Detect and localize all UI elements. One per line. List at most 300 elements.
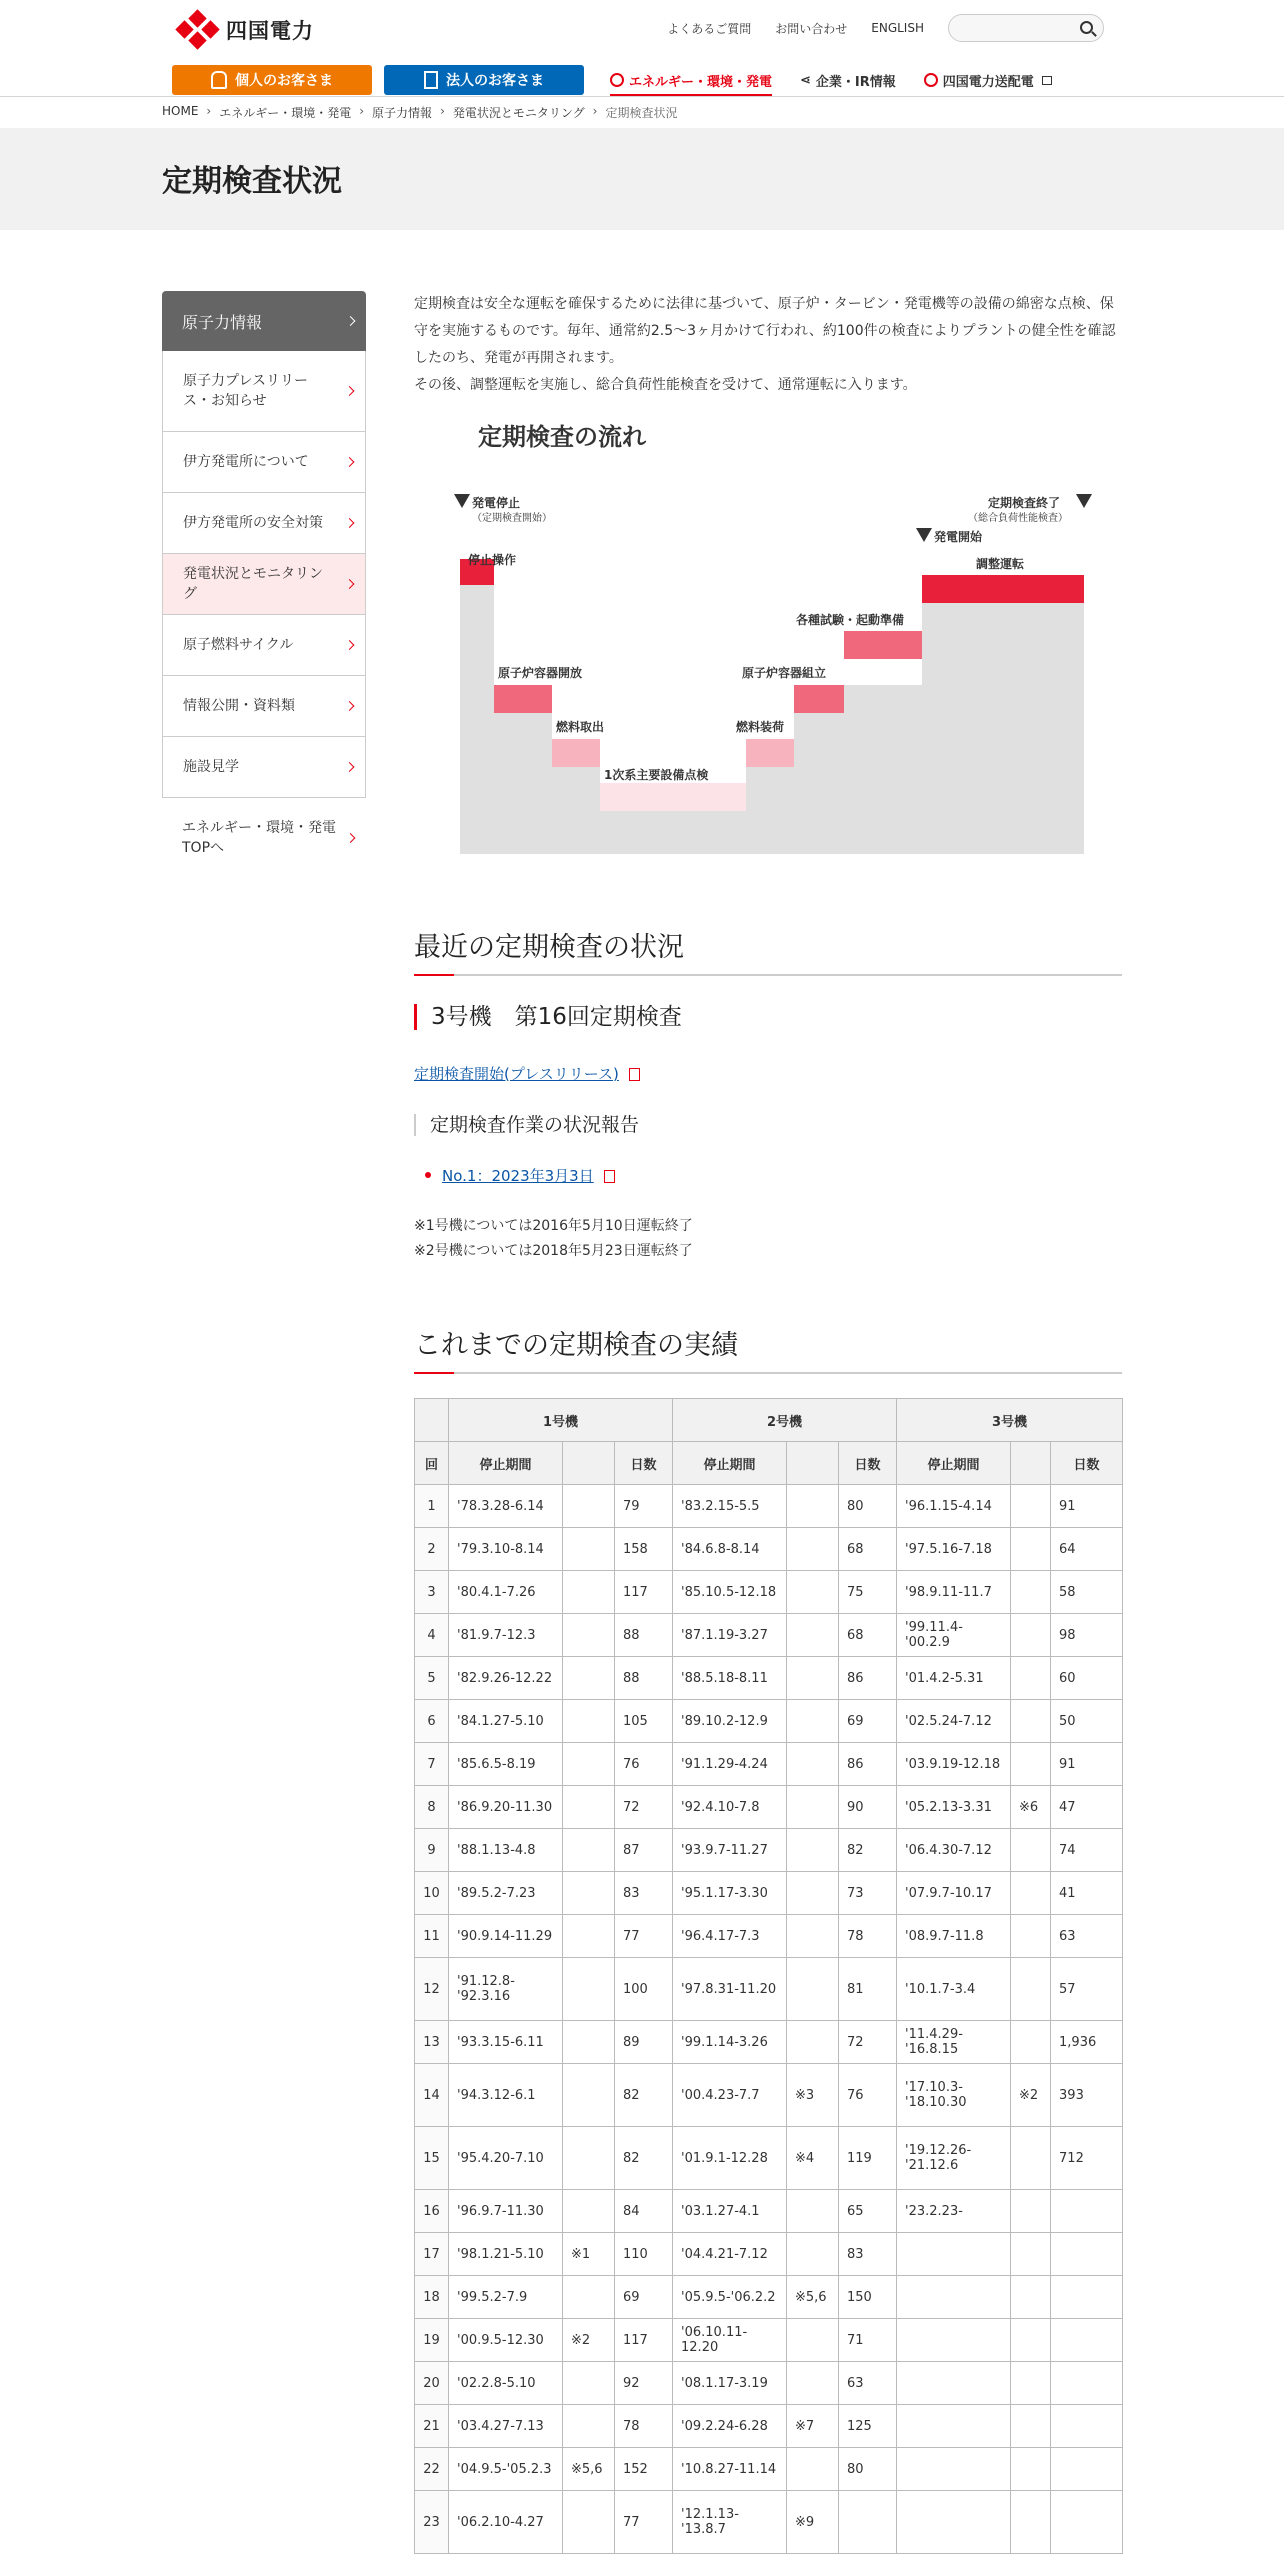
table-cell: '81.9.7-12.3 xyxy=(449,1614,563,1657)
table-cell xyxy=(1011,1614,1051,1657)
table-cell xyxy=(787,1958,839,2021)
table-cell: '98.1.21-5.10 xyxy=(449,2233,563,2276)
chevron-right-icon xyxy=(345,762,355,772)
table-cell xyxy=(897,2448,1011,2491)
logo-mark-icon xyxy=(178,12,218,48)
table-cell: '12.1.13-'13.8.7 xyxy=(673,2491,787,2554)
pdf-icon xyxy=(604,1170,615,1183)
table-cell: ※1 xyxy=(563,2233,615,2276)
table-cell xyxy=(563,2491,615,2554)
nav-personal-label: 個人のお客さま xyxy=(235,73,333,89)
table-cell: '88.5.18-8.11 xyxy=(673,1657,787,1700)
table-cell xyxy=(787,2448,839,2491)
table-cell: '85.10.5-12.18 xyxy=(673,1571,787,1614)
table-cell: '92.4.10-7.8 xyxy=(673,1786,787,1829)
table-cell: '02.2.8-5.10 xyxy=(449,2362,563,2405)
table-cell: 92 xyxy=(615,2362,673,2405)
inspection-flow-diagram xyxy=(460,494,1090,854)
sidebar-item-label: 原子燃料サイクル xyxy=(183,637,294,653)
table-cell xyxy=(1011,2021,1051,2064)
chevron-right-icon xyxy=(345,701,355,711)
sidebar-nav xyxy=(162,291,366,878)
table-body xyxy=(415,1485,1123,2554)
table-row xyxy=(415,1571,1123,1614)
table-cell xyxy=(563,2276,615,2319)
table-cell: 88 xyxy=(615,1614,673,1657)
contact-link[interactable]: お問い合わせ xyxy=(775,21,848,36)
flow-label-end-sub: （総合負荷性能検査） xyxy=(968,513,1068,524)
table-cell xyxy=(1011,2276,1051,2319)
table-cell xyxy=(1051,2491,1123,2554)
sidebar-item-label: 原子力プレスリリース・お知らせ xyxy=(183,373,309,409)
table-cell xyxy=(1011,2190,1051,2233)
table-cell xyxy=(787,1872,839,1915)
table-cell: 2 xyxy=(415,1528,449,1571)
table-cell: 76 xyxy=(839,2064,897,2127)
table-cell: 82 xyxy=(839,1829,897,1872)
table-cell: '91.1.29-4.24 xyxy=(673,1743,787,1786)
table-cell xyxy=(563,1614,615,1657)
arrow-down-icon xyxy=(916,528,932,542)
table-cell: 74 xyxy=(1051,1829,1123,1872)
flow-label-end: 定期検査終了 xyxy=(988,496,1061,510)
table-cell xyxy=(787,1829,839,1872)
table-cell xyxy=(1011,2233,1051,2276)
col-period-header: 停止期間 xyxy=(897,1442,1011,1485)
table-cell: 69 xyxy=(615,2276,673,2319)
breadcrumb-monitoring[interactable]: 発電状況とモニタリング xyxy=(452,106,585,120)
table-row xyxy=(415,2127,1123,2190)
table-cell: ※9 xyxy=(787,2491,839,2554)
nav-corporate-label: 法人のお客さま xyxy=(446,73,544,89)
person-icon xyxy=(211,71,227,89)
table-cell: 63 xyxy=(1051,1915,1123,1958)
table-cell: '96.4.17-7.3 xyxy=(673,1915,787,1958)
table-cell: 86 xyxy=(839,1657,897,1700)
table-cell xyxy=(563,2362,615,2405)
table-cell: 91 xyxy=(1051,1485,1123,1528)
table-cell xyxy=(563,1571,615,1614)
chevron-right-icon xyxy=(345,579,355,589)
table-cell xyxy=(563,1829,615,1872)
table-cell: '03.9.19-12.18 xyxy=(897,1743,1011,1786)
table-cell: 90 xyxy=(839,1786,897,1829)
faq-link[interactable]: よくあるご質問 xyxy=(667,21,752,36)
table-cell: 71 xyxy=(839,2319,897,2362)
table-header-row xyxy=(415,1399,1123,1442)
table-cell: '80.4.1-7.26 xyxy=(449,1571,563,1614)
flow-step-label: 停止操作 xyxy=(468,553,517,567)
table-cell xyxy=(787,2362,839,2405)
table-cell: 9 xyxy=(415,1829,449,1872)
history-heading: これまでの定期検査の実績 xyxy=(414,1330,738,1361)
brand-logo[interactable] xyxy=(178,12,314,48)
table-cell: '95.1.17-3.30 xyxy=(673,1872,787,1915)
table-cell: 10 xyxy=(415,1872,449,1915)
table-cell: 58 xyxy=(1051,1571,1123,1614)
page-hero xyxy=(0,128,1284,230)
table-cell: '09.2.24-6.28 xyxy=(673,2405,787,2448)
table-cell: 12 xyxy=(415,1958,449,2021)
table-cell: '06.4.30-7.12 xyxy=(897,1829,1011,1872)
table-cell: '84.6.8-8.14 xyxy=(673,1528,787,1571)
sidebar-item-safety[interactable] xyxy=(162,493,366,554)
breadcrumb-home[interactable]: HOME xyxy=(162,104,199,118)
table-cell: 68 xyxy=(839,1528,897,1571)
table-cell: '84.1.27-5.10 xyxy=(449,1700,563,1743)
table-cell: '91.12.8-'92.3.16 xyxy=(449,1958,563,2021)
table-cell: 100 xyxy=(615,1958,673,2021)
table-cell: 18 xyxy=(415,2276,449,2319)
press-release-link[interactable] xyxy=(414,1063,640,1084)
table-cell: ※5,6 xyxy=(787,2276,839,2319)
sidebar-item-label: 伊方発電所について xyxy=(183,454,309,470)
table-cell xyxy=(563,2064,615,2127)
table-cell xyxy=(787,1571,839,1614)
col-days-header: 日数 xyxy=(615,1442,673,1485)
table-cell xyxy=(787,2190,839,2233)
table-cell: 76 xyxy=(615,1743,673,1786)
search-icon[interactable] xyxy=(1080,21,1093,34)
table-cell: 83 xyxy=(615,1872,673,1915)
sidebar-item-ikata[interactable] xyxy=(162,432,366,493)
chevron-right-icon xyxy=(346,316,356,326)
table-cell: 82 xyxy=(615,2064,673,2127)
inspection-history-table xyxy=(414,1398,1123,2554)
grid-icon xyxy=(924,73,938,87)
table-row xyxy=(415,2448,1123,2491)
nav-grid-link[interactable] xyxy=(910,65,1066,95)
table-cell xyxy=(1011,2405,1051,2448)
table-row xyxy=(415,1528,1123,1571)
table-cell: '08.1.17-3.19 xyxy=(673,2362,787,2405)
table-cell xyxy=(897,2491,1011,2554)
table-cell: 88 xyxy=(615,1657,673,1700)
table-cell xyxy=(1011,1958,1051,2021)
table-cell: 78 xyxy=(615,2405,673,2448)
table-cell xyxy=(1011,2127,1051,2190)
flow-step-bar xyxy=(600,783,746,811)
table-row xyxy=(415,2190,1123,2233)
table-cell: 8 xyxy=(415,1786,449,1829)
sidebar-item-energy-top[interactable] xyxy=(162,798,366,878)
table-cell xyxy=(1051,2276,1123,2319)
site-header xyxy=(0,0,1284,97)
table-cell xyxy=(787,1657,839,1700)
col-note-header xyxy=(563,1442,615,1485)
table-cell xyxy=(563,1657,615,1700)
table-cell: 91 xyxy=(1051,1743,1123,1786)
table-cell: 152 xyxy=(615,2448,673,2491)
breadcrumb-nuclear[interactable]: 原子力情報 xyxy=(372,106,433,120)
table-cell xyxy=(1051,2233,1123,2276)
table-cell: 6 xyxy=(415,1700,449,1743)
table-row xyxy=(415,2491,1123,2554)
table-cell: 20 xyxy=(415,2362,449,2405)
table-cell xyxy=(1011,1571,1051,1614)
table-cell xyxy=(563,2021,615,2064)
table-cell: 14 xyxy=(415,2064,449,2127)
breadcrumb-energy[interactable]: エネルギー・環境・発電 xyxy=(219,106,352,120)
table-cell: '88.1.13-4.8 xyxy=(449,1829,563,1872)
table-row xyxy=(415,2233,1123,2276)
table-cell: 712 xyxy=(1051,2127,1123,2190)
table-cell: '99.1.14-3.26 xyxy=(673,2021,787,2064)
table-cell xyxy=(1011,1700,1051,1743)
chevron-right-icon xyxy=(346,833,356,843)
table-cell xyxy=(563,1743,615,1786)
sidebar-item-press[interactable] xyxy=(162,351,366,432)
table-cell: '93.9.7-11.27 xyxy=(673,1829,787,1872)
arrow-down-icon xyxy=(1076,494,1092,508)
table-cell: '90.9.14-11.29 xyxy=(449,1915,563,1958)
table-cell: 158 xyxy=(615,1528,673,1571)
energy-icon xyxy=(610,73,624,87)
table-cell xyxy=(1011,2448,1051,2491)
table-row xyxy=(415,1614,1123,1657)
table-cell: 79 xyxy=(615,1485,673,1528)
section-divider xyxy=(414,974,1122,976)
table-cell: '82.9.26-12.22 xyxy=(449,1657,563,1700)
table-cell: 82 xyxy=(615,2127,673,2190)
sidebar-item-label: 施設見学 xyxy=(183,759,239,775)
table-cell: 72 xyxy=(839,2021,897,2064)
table-cell xyxy=(563,2405,615,2448)
table-cell: 5 xyxy=(415,1657,449,1700)
sidebar-title-label: 原子力情報 xyxy=(182,312,263,332)
flow-step-label: 調整運転 xyxy=(976,557,1025,571)
breadcrumb: HOME › エネルギー・環境・発電 › 原子力情報 › 発電状況とモニタリング › 定期検査状況 xyxy=(162,104,678,120)
table-cell: 64 xyxy=(1051,1528,1123,1571)
bullet-icon xyxy=(425,1172,431,1178)
table-cell: '05.2.13-3.31 xyxy=(897,1786,1011,1829)
flow-step-label: 燃料取出 xyxy=(556,720,605,734)
table-cell xyxy=(563,1528,615,1571)
nav-ir-tab[interactable] xyxy=(786,65,910,95)
chevron-right-icon xyxy=(345,640,355,650)
external-link-icon xyxy=(1042,76,1052,85)
sidebar-item-label: 情報公開・資料類 xyxy=(183,698,295,714)
table-cell: ※2 xyxy=(563,2319,615,2362)
table-row xyxy=(415,1485,1123,1528)
col-no-header: 回 xyxy=(415,1442,449,1485)
table-cell: '10.8.27-11.14 xyxy=(673,2448,787,2491)
nav-personal-button[interactable] xyxy=(172,65,372,95)
table-row xyxy=(415,2405,1123,2448)
sidebar-item-disclosure[interactable] xyxy=(162,676,366,737)
table-cell xyxy=(787,2319,839,2362)
table-cell: ※3 xyxy=(787,2064,839,2127)
table-cell: '08.9.7-11.8 xyxy=(897,1915,1011,1958)
table-row xyxy=(415,1743,1123,1786)
table-cell: 17 xyxy=(415,2233,449,2276)
share-icon: ⋖ xyxy=(800,72,811,88)
table-cell: '95.4.20-7.10 xyxy=(449,2127,563,2190)
table-cell xyxy=(787,1915,839,1958)
sidebar-item-tour[interactable] xyxy=(162,737,366,798)
table-cell: '89.5.2-7.23 xyxy=(449,1872,563,1915)
report-link[interactable] xyxy=(442,1165,615,1186)
table-cell: '87.1.19-3.27 xyxy=(673,1614,787,1657)
table-cell: 117 xyxy=(615,1571,673,1614)
sidebar-title[interactable] xyxy=(162,291,366,351)
table-cell xyxy=(563,1958,615,2021)
intro-paragraph: 定期検査は安全な運転を確保するために法律に基づいて、原子炉・タービン・発電機等の設備の綿密な点検、保守を実施するものです。毎年、通常約2.5〜3ヶ月かけて行われ、約100件の検査によりプラントの健全性を確認したのち、発電が再開されます。 xyxy=(414,296,1116,366)
table-cell: 78 xyxy=(839,1915,897,1958)
table-cell xyxy=(897,2319,1011,2362)
nav-ir-label: 企業・IR情報 xyxy=(815,74,896,90)
table-cell xyxy=(1051,2190,1123,2233)
table-row xyxy=(415,1915,1123,1958)
table-cell xyxy=(1051,2448,1123,2491)
table-cell: 84 xyxy=(615,2190,673,2233)
table-cell: 7 xyxy=(415,1743,449,1786)
table-cell: 65 xyxy=(839,2190,897,2233)
table-cell: 63 xyxy=(839,2362,897,2405)
building-icon xyxy=(424,71,438,89)
table-cell xyxy=(1011,1915,1051,1958)
recent-heading: 最近の定期検査の状況 xyxy=(414,932,684,963)
flow-step-label: 原子炉容器開放 xyxy=(498,666,583,680)
table-cell xyxy=(1011,1657,1051,1700)
table-cell: ※2 xyxy=(1011,2064,1051,2127)
flow-step-label: 原子炉容器組立 xyxy=(742,666,827,680)
table-cell: '83.2.15-5.5 xyxy=(673,1485,787,1528)
table-cell: '06.10.11-12.20 xyxy=(673,2319,787,2362)
unit-2-header: 2号機 xyxy=(673,1399,897,1442)
table-cell xyxy=(563,1872,615,1915)
table-cell: 72 xyxy=(615,1786,673,1829)
sidebar-item-label: 発電状況とモニタリング xyxy=(183,566,323,602)
table-cell: 1,936 xyxy=(1051,2021,1123,2064)
table-row xyxy=(415,1958,1123,2021)
table-cell: '03.4.27-7.13 xyxy=(449,2405,563,2448)
table-cell: ※7 xyxy=(787,2405,839,2448)
table-cell: ※4 xyxy=(787,2127,839,2190)
nav-energy-tab[interactable] xyxy=(596,65,786,95)
table-cell: 69 xyxy=(839,1700,897,1743)
flow-step-bar xyxy=(746,739,794,767)
table-cell: 98 xyxy=(1051,1614,1123,1657)
flow-step-bar xyxy=(552,739,600,767)
table-cell: 86 xyxy=(839,1743,897,1786)
table-cell: 87 xyxy=(615,1829,673,1872)
table-cell: '94.3.12-6.1 xyxy=(449,2064,563,2127)
col-period-header: 停止期間 xyxy=(449,1442,563,1485)
table-cell: '17.10.3-'18.10.30 xyxy=(897,2064,1011,2127)
table-cell: 19 xyxy=(415,2319,449,2362)
table-row xyxy=(415,2276,1123,2319)
table-cell: '02.5.24-7.12 xyxy=(897,1700,1011,1743)
table-cell xyxy=(787,1786,839,1829)
table-cell xyxy=(563,2127,615,2190)
table-cell: 110 xyxy=(615,2233,673,2276)
chevron-right-icon xyxy=(345,386,355,396)
nav-grid-label: 四国電力送配電 xyxy=(942,74,1034,90)
table-cell xyxy=(1011,1528,1051,1571)
note-unit-1: ※1号機については2016年5月10日運転終了 xyxy=(414,1218,693,1234)
table-cell: 80 xyxy=(839,1485,897,1528)
flow-step-label: 1次系主要設備点検 xyxy=(604,768,709,782)
table-cell xyxy=(787,1700,839,1743)
table-cell: 393 xyxy=(1051,2064,1123,2127)
table-cell: '96.9.7-11.30 xyxy=(449,2190,563,2233)
table-cell: '00.9.5-12.30 xyxy=(449,2319,563,2362)
unit-3-header: 3号機 xyxy=(897,1399,1123,1442)
table-row xyxy=(415,2319,1123,2362)
unit-heading: 3号機 第16回定期検査 xyxy=(414,1004,682,1030)
table-cell xyxy=(1051,2405,1123,2448)
table-cell: 77 xyxy=(615,1915,673,1958)
table-cell: '01.9.1-12.28 xyxy=(673,2127,787,2190)
table-cell xyxy=(563,1786,615,1829)
table-cell: 13 xyxy=(415,2021,449,2064)
table-cell: 105 xyxy=(615,1700,673,1743)
table-row xyxy=(415,1657,1123,1700)
table-cell: '04.9.5-'05.2.3 xyxy=(449,2448,563,2491)
flow-label-start: 発電開始 xyxy=(934,530,983,544)
table-cell: 22 xyxy=(415,2448,449,2491)
col-note-header xyxy=(1011,1442,1051,1485)
flow-step-label: 各種試験・起動準備 xyxy=(796,613,905,627)
english-link[interactable]: ENGLISH xyxy=(871,21,924,35)
table-cell: '04.4.21-7.12 xyxy=(673,2233,787,2276)
table-cell: 41 xyxy=(1051,1872,1123,1915)
table-row xyxy=(415,1872,1123,1915)
sidebar-item-fuel-cycle[interactable] xyxy=(162,615,366,676)
table-row xyxy=(415,2064,1123,2127)
table-cell: '86.9.20-11.30 xyxy=(449,1786,563,1829)
table-cell: '03.1.27-4.1 xyxy=(673,2190,787,2233)
table-cell: '85.6.5-8.19 xyxy=(449,1743,563,1786)
table-cell xyxy=(839,2491,897,2554)
table-cell xyxy=(1051,2319,1123,2362)
table-cell: '99.5.2-7.9 xyxy=(449,2276,563,2319)
table-cell xyxy=(787,2021,839,2064)
table-cell xyxy=(1051,2362,1123,2405)
table-cell xyxy=(1011,1829,1051,1872)
table-cell: '05.9.5-'06.2.2 xyxy=(673,2276,787,2319)
table-cell xyxy=(897,2233,1011,2276)
pdf-icon xyxy=(629,1068,640,1081)
flow-step-bar xyxy=(794,685,844,713)
arrow-down-icon xyxy=(454,494,470,508)
sidebar-item-monitoring[interactable] xyxy=(162,554,366,615)
table-cell: '99.11.4-'00.2.9 xyxy=(897,1614,1011,1657)
flow-title: 定期検査の流れ xyxy=(478,423,646,451)
table-cell xyxy=(897,2405,1011,2448)
table-cell: 68 xyxy=(839,1614,897,1657)
unit-1-header: 1号機 xyxy=(449,1399,673,1442)
table-cell: '89.10.2-12.9 xyxy=(673,1700,787,1743)
table-cell: 50 xyxy=(1051,1700,1123,1743)
table-cell: 75 xyxy=(839,1571,897,1614)
table-cell: 117 xyxy=(615,2319,673,2362)
table-cell: 77 xyxy=(615,2491,673,2554)
table-cell: 11 xyxy=(415,1915,449,1958)
table-cell: '97.8.31-11.20 xyxy=(673,1958,787,2021)
table-cell: 15 xyxy=(415,2127,449,2190)
nav-corporate-button[interactable] xyxy=(384,65,584,95)
table-cell: 89 xyxy=(615,2021,673,2064)
col-days-header: 日数 xyxy=(1051,1442,1123,1485)
search-input[interactable] xyxy=(948,14,1104,42)
flow-step-bar xyxy=(922,575,1084,603)
col-days-header: 日数 xyxy=(839,1442,897,1485)
table-cell: 125 xyxy=(839,2405,897,2448)
table-cell xyxy=(787,2233,839,2276)
table-cell: '78.3.28-6.14 xyxy=(449,1485,563,1528)
